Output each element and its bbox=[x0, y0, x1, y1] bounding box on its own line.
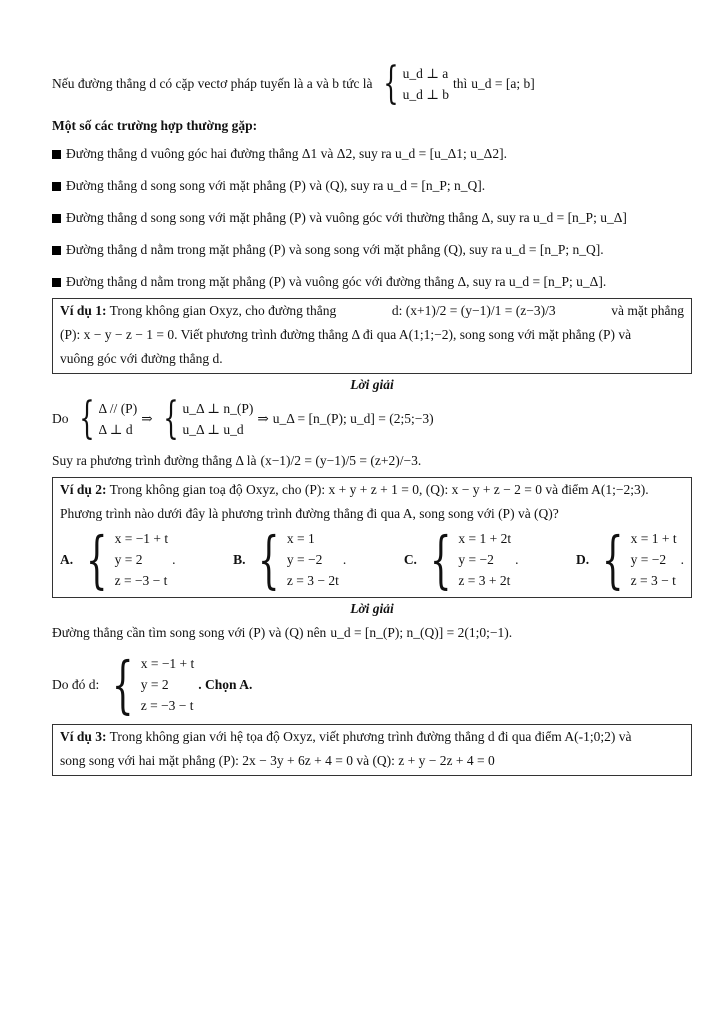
solution-title: Lời giải bbox=[350, 377, 394, 392]
example-2-box bbox=[52, 477, 692, 598]
answer-option-b[interactable]: B. { x = 1 y = −2 z = 3 − 2t . bbox=[233, 522, 347, 596]
intro-cond-1: u_d ⊥ a bbox=[402, 66, 449, 81]
example-2-text-2: Phương trình nào dưới đây là phương trình đường thẳng đi qua A, song song với (P) và (Q)? bbox=[60, 506, 559, 521]
solution-title: Lời giải bbox=[350, 601, 394, 616]
solution-2-do: Do đó d: bbox=[52, 676, 100, 692]
example-3-box bbox=[52, 724, 692, 776]
intro-line bbox=[52, 58, 692, 109]
example-1-text-4: vuông góc với đường thẳng d. bbox=[60, 351, 223, 366]
case-text: Đường thẳng d song song với mặt phẳng (P) và vuông góc với thường thẳng Δ, suy ra u_d = [n_P; u_Δ] bbox=[66, 210, 627, 225]
solution-1-cond-1: Δ // (P) bbox=[98, 401, 138, 416]
square-bullet-icon bbox=[52, 278, 61, 287]
solution-2-text: Đường thẳng cần tìm song song với (P) và (Q) nên bbox=[52, 625, 327, 640]
solution-1-conclusion bbox=[52, 453, 692, 469]
solution-2-choose: . Chọn A. bbox=[198, 676, 253, 692]
solution-1-do: Do bbox=[52, 411, 69, 426]
solution-2-line bbox=[52, 625, 692, 641]
example-2-text-1: Trong không gian toạ độ Oxyz, cho (P): x + y + z + 1 = 0, (Q): x − y + z − 2 = 0 và điểm A(1;−2;3). bbox=[109, 482, 649, 497]
example-3-text-1: Trong không gian với hệ tọa độ Oxyz, viết phương trình đường thẳng d đi qua điểm A(-1;0;2) và bbox=[109, 729, 632, 744]
answer-option-d[interactable]: D. { x = 1 + t y = −2 z = 3 − t . bbox=[576, 522, 684, 596]
solution-1-result: u_Δ = [n_(P); u_d] = (2;5;−3) bbox=[272, 411, 434, 426]
cases-heading: Một số các trường hợp thường gặp: bbox=[52, 118, 258, 133]
intro-cond-2: u_d ⊥ b bbox=[402, 87, 450, 102]
solution-1-cond-2: Δ ⊥ d bbox=[98, 422, 133, 437]
answer-option-a[interactable]: A. { x = −1 + t y = 2 z = −3 − t . bbox=[60, 522, 176, 596]
case-item bbox=[52, 274, 692, 290]
intro-system: { u_d ⊥ a u_d ⊥ b bbox=[382, 58, 450, 109]
case-text: Đường thẳng d vuông góc hai đường thẳng Δ1 và Δ2, suy ra u_d = [u_Δ1; u_Δ2]. bbox=[66, 146, 507, 161]
solution-2-eq: u_d = [n_(P); n_(Q)] = 2(1;0;−1). bbox=[330, 625, 513, 640]
example-3-text-2: song song với hai mặt phẳng (P): 2x − 3y + 6z + 4 = 0 và (Q): z + y − 2z + 4 = 0 bbox=[60, 753, 495, 768]
intro-result: u_d = [a; b] bbox=[471, 76, 535, 91]
example-1-text-2: và mặt phẳng bbox=[611, 303, 684, 318]
example-1-label: Ví dụ 1: bbox=[60, 303, 107, 318]
case-text: Đường thẳng d nằm trong mặt phẳng (P) và vuông góc với đường thẳng Δ, suy ra u_d = [n_P; u_Δ]. bbox=[66, 274, 607, 289]
case-item bbox=[52, 210, 692, 226]
implies-icon: ⇒ bbox=[141, 411, 153, 426]
answer-options bbox=[60, 522, 684, 596]
example-3-label: Ví dụ 3: bbox=[60, 729, 107, 744]
case-item bbox=[52, 242, 692, 258]
solution-1-conclusion-text: Suy ra phương trình đường thẳng Δ là bbox=[52, 453, 257, 468]
document-page bbox=[52, 58, 692, 776]
solution-1-vec-cond-2: u_Δ ⊥ u_d bbox=[182, 422, 244, 437]
case-text: Đường thẳng d nằm trong mặt phẳng (P) và song song với mặt phẳng (Q), suy ra u_d = [n_P; n_Q]. bbox=[66, 242, 604, 257]
intro-then: thì bbox=[453, 76, 468, 91]
case-item bbox=[52, 178, 692, 194]
example-1-line-d: d: (x+1)/2 = (y−1)/1 = (z−3)/3 bbox=[391, 303, 556, 318]
square-bullet-icon bbox=[52, 182, 61, 191]
implies-icon: ⇒ bbox=[257, 411, 269, 426]
example-1-text-3: (P): x − y − z − 1 = 0. Viết phương trình đường thẳng Δ đi qua A(1;1;−2), song song với mặt phẳng (P) và bbox=[60, 327, 632, 342]
case-text: Đường thẳng d song song với mặt phẳng (P) và (Q), suy ra u_d = [n_P; n_Q]. bbox=[66, 178, 486, 193]
solution-1-line: Do { Δ // (P) Δ ⊥ d ⇒ { u_Δ ⊥ n_(P) u_Δ ⊥ u_d ⇒ u_Δ = [n_(P); u_d] = (2;5;−3) bbox=[52, 393, 434, 444]
intro-text: Nếu đường thẳng d có cặp vectơ pháp tuyến là a và b tức là bbox=[52, 76, 373, 91]
answer-option-c[interactable]: C. { x = 1 + 2t y = −2 z = 3 + 2t . bbox=[403, 522, 519, 596]
example-1-text: Trong không gian Oxyz, cho đường thẳng bbox=[109, 303, 337, 318]
solution-1-conclusion-eq: (x−1)/2 = (y−1)/5 = (z+2)/−3. bbox=[260, 453, 422, 468]
square-bullet-icon bbox=[52, 214, 61, 223]
square-bullet-icon bbox=[52, 150, 61, 159]
case-item bbox=[52, 146, 692, 162]
example-1-box bbox=[52, 298, 692, 374]
square-bullet-icon bbox=[52, 246, 61, 255]
solution-1-vec-cond-1: u_Δ ⊥ n_(P) bbox=[182, 401, 254, 416]
solution-2-result: Do đó d: { x = −1 + t y = 2 z = −3 − t . Chọn A. bbox=[52, 647, 253, 721]
example-2-label: Ví dụ 2: bbox=[60, 482, 107, 497]
